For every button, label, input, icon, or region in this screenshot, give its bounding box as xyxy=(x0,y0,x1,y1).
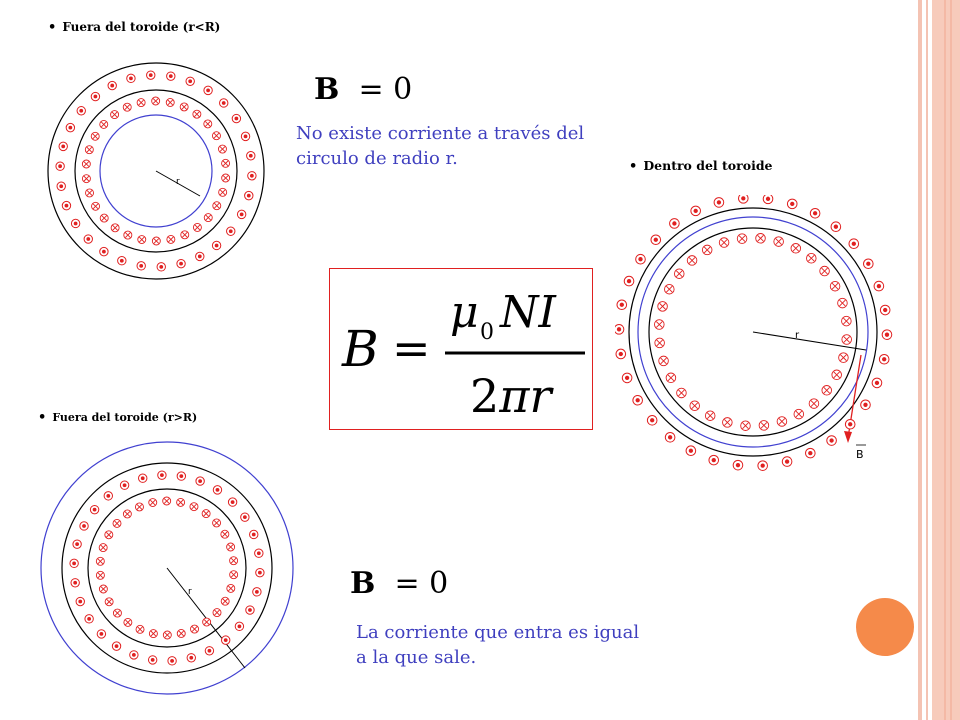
current-out-dot xyxy=(761,463,765,467)
equation-b-zero-1 xyxy=(314,72,412,107)
current-out-dot xyxy=(848,422,852,426)
current-out-dot xyxy=(100,632,104,636)
formula-svg xyxy=(330,269,592,429)
toroid1-rings xyxy=(48,63,264,279)
current-out-dot xyxy=(102,250,106,254)
formula-NI: NI xyxy=(500,287,556,338)
current-out-dot xyxy=(258,571,262,575)
current-out-dot xyxy=(141,476,145,480)
current-out-dot xyxy=(252,533,256,537)
current-out-dot xyxy=(120,259,124,263)
current-out-dot xyxy=(717,200,721,204)
section-title-inside: • Dentro del toroide xyxy=(629,158,773,174)
current-out-dot xyxy=(129,76,133,80)
current-out-dot xyxy=(852,242,856,246)
toroid-outside-small-diagram xyxy=(40,50,280,300)
current-out-dot xyxy=(636,398,640,402)
current-out-dot xyxy=(620,303,624,307)
right-stripe-1 xyxy=(918,0,922,720)
current-out-dot xyxy=(694,209,698,213)
formula-denominator: 2πr xyxy=(470,369,552,423)
orange-accent-circle xyxy=(856,598,914,656)
right-stripe-4 xyxy=(944,0,946,720)
current-out-dot xyxy=(238,624,242,628)
eq1-lhs: B xyxy=(314,72,340,107)
current-out-dot xyxy=(65,204,69,208)
current-out-dot xyxy=(87,617,91,621)
current-out-dot xyxy=(234,117,238,121)
current-out-dot xyxy=(74,222,78,226)
current-out-dot xyxy=(198,479,202,483)
current-out-dot xyxy=(689,449,693,453)
current-out-dot xyxy=(151,658,155,662)
current-out-dot xyxy=(206,88,210,92)
current-out-dot xyxy=(255,590,259,594)
current-out-dot xyxy=(813,211,817,215)
current-out-dot xyxy=(627,279,631,283)
current-out-dot xyxy=(249,154,253,158)
toroid-outside-large-diagram xyxy=(40,440,300,710)
current-out-dot xyxy=(247,194,251,198)
current-out-dot xyxy=(59,184,63,188)
current-out-dot xyxy=(93,508,97,512)
eq2-rhs: = 0 xyxy=(394,566,449,601)
current-out-dot xyxy=(149,73,153,77)
section-title-outside-large: • Fuera del toroide (r>R) xyxy=(38,410,198,425)
current-out-dot xyxy=(668,435,672,439)
formula-lhs: B xyxy=(342,320,379,378)
text-equal-current-line2: a la que sale. xyxy=(356,647,477,668)
current-out-dot xyxy=(243,515,247,519)
section-title-outside-small: • Fuera del toroide (r<R) xyxy=(48,20,221,35)
current-out-dot xyxy=(883,308,887,312)
formula-mu: μ xyxy=(450,287,479,338)
current-out-dot xyxy=(834,225,838,229)
current-out-dot xyxy=(224,638,228,642)
text-equal-current xyxy=(356,620,639,670)
current-out-dot xyxy=(736,463,740,467)
text-no-current xyxy=(296,121,584,171)
current-out-dot xyxy=(94,95,98,99)
radius-label-2: r xyxy=(795,330,800,341)
current-out-dot xyxy=(808,451,812,455)
current-out-dot xyxy=(617,327,621,331)
current-out-dot xyxy=(875,381,879,385)
text-no-current-line2: circulo de radio r. xyxy=(296,148,458,169)
b-vector-arrowhead xyxy=(844,431,852,443)
toroid2-rings xyxy=(629,208,877,461)
toroid-inside-diagram xyxy=(615,195,900,475)
current-out-dot xyxy=(712,458,716,462)
right-stripe-2 xyxy=(926,0,928,720)
b-vector-label: B xyxy=(856,448,864,461)
current-out-dot xyxy=(231,500,235,504)
current-out-dot xyxy=(638,257,642,261)
current-out-dot xyxy=(115,644,119,648)
current-out-dot xyxy=(650,418,654,422)
current-out-dot xyxy=(179,474,183,478)
current-out-dot xyxy=(766,197,770,201)
current-out-dot xyxy=(58,164,62,168)
current-out-dot xyxy=(159,265,163,269)
formula-sub0: 0 xyxy=(480,320,494,345)
current-out-dot xyxy=(248,608,252,612)
toroid2-outer-dots xyxy=(615,195,892,470)
current-out-dot xyxy=(78,600,82,604)
current-out-dot xyxy=(866,262,870,266)
eq2-lhs: B xyxy=(350,566,376,601)
current-out-dot xyxy=(250,174,254,178)
current-out-dot xyxy=(229,229,233,233)
current-out-dot xyxy=(123,483,127,487)
current-out-dot xyxy=(188,79,192,83)
current-out-dot xyxy=(132,653,136,657)
current-out-dot xyxy=(75,542,79,546)
text-equal-current-line1: La corriente que entra es igual xyxy=(356,622,640,643)
current-out-dot xyxy=(672,221,676,225)
equation-b-zero-2 xyxy=(350,566,448,601)
current-out-dot xyxy=(829,438,833,442)
current-out-dot xyxy=(877,284,881,288)
current-out-dot xyxy=(198,255,202,259)
current-out-dot xyxy=(68,126,72,130)
radius-label-1: r xyxy=(176,177,180,187)
current-out-dot xyxy=(82,524,86,528)
current-out-dot xyxy=(106,494,110,498)
current-out-dot xyxy=(240,212,244,216)
toroid3-rings xyxy=(41,442,293,694)
formula-equals: = xyxy=(392,321,431,375)
radius-label-3: r xyxy=(188,587,192,597)
current-out-dot xyxy=(654,238,658,242)
current-out-dot xyxy=(179,262,183,266)
current-out-dot xyxy=(170,659,174,663)
current-out-dot xyxy=(244,134,248,138)
formula-box xyxy=(329,268,593,430)
current-out-dot xyxy=(208,649,212,653)
current-out-dot xyxy=(863,403,867,407)
current-out-dot xyxy=(885,333,889,337)
current-out-dot xyxy=(785,459,789,463)
current-out-dot xyxy=(790,202,794,206)
current-out-dot xyxy=(619,352,623,356)
current-out-dot xyxy=(741,196,745,200)
current-out-dot xyxy=(169,74,173,78)
right-stripe-5 xyxy=(950,0,952,720)
current-out-dot xyxy=(86,237,90,241)
current-out-dot xyxy=(139,264,143,268)
current-out-dot xyxy=(73,581,77,585)
current-out-dot xyxy=(625,376,629,380)
current-out-dot xyxy=(160,473,164,477)
right-stripe-3 xyxy=(932,0,960,720)
current-out-dot xyxy=(189,656,193,660)
current-out-dot xyxy=(110,84,114,88)
current-out-dot xyxy=(79,109,83,113)
current-out-dot xyxy=(61,144,65,148)
current-out-dot xyxy=(222,101,226,105)
current-out-dot xyxy=(882,357,886,361)
current-out-dot xyxy=(257,551,261,555)
text-no-current-line1: No existe corriente a través del xyxy=(296,123,585,144)
current-out-dot xyxy=(72,561,76,565)
current-out-dot xyxy=(216,488,220,492)
current-out-dot xyxy=(215,244,219,248)
eq1-rhs: = 0 xyxy=(358,72,413,107)
